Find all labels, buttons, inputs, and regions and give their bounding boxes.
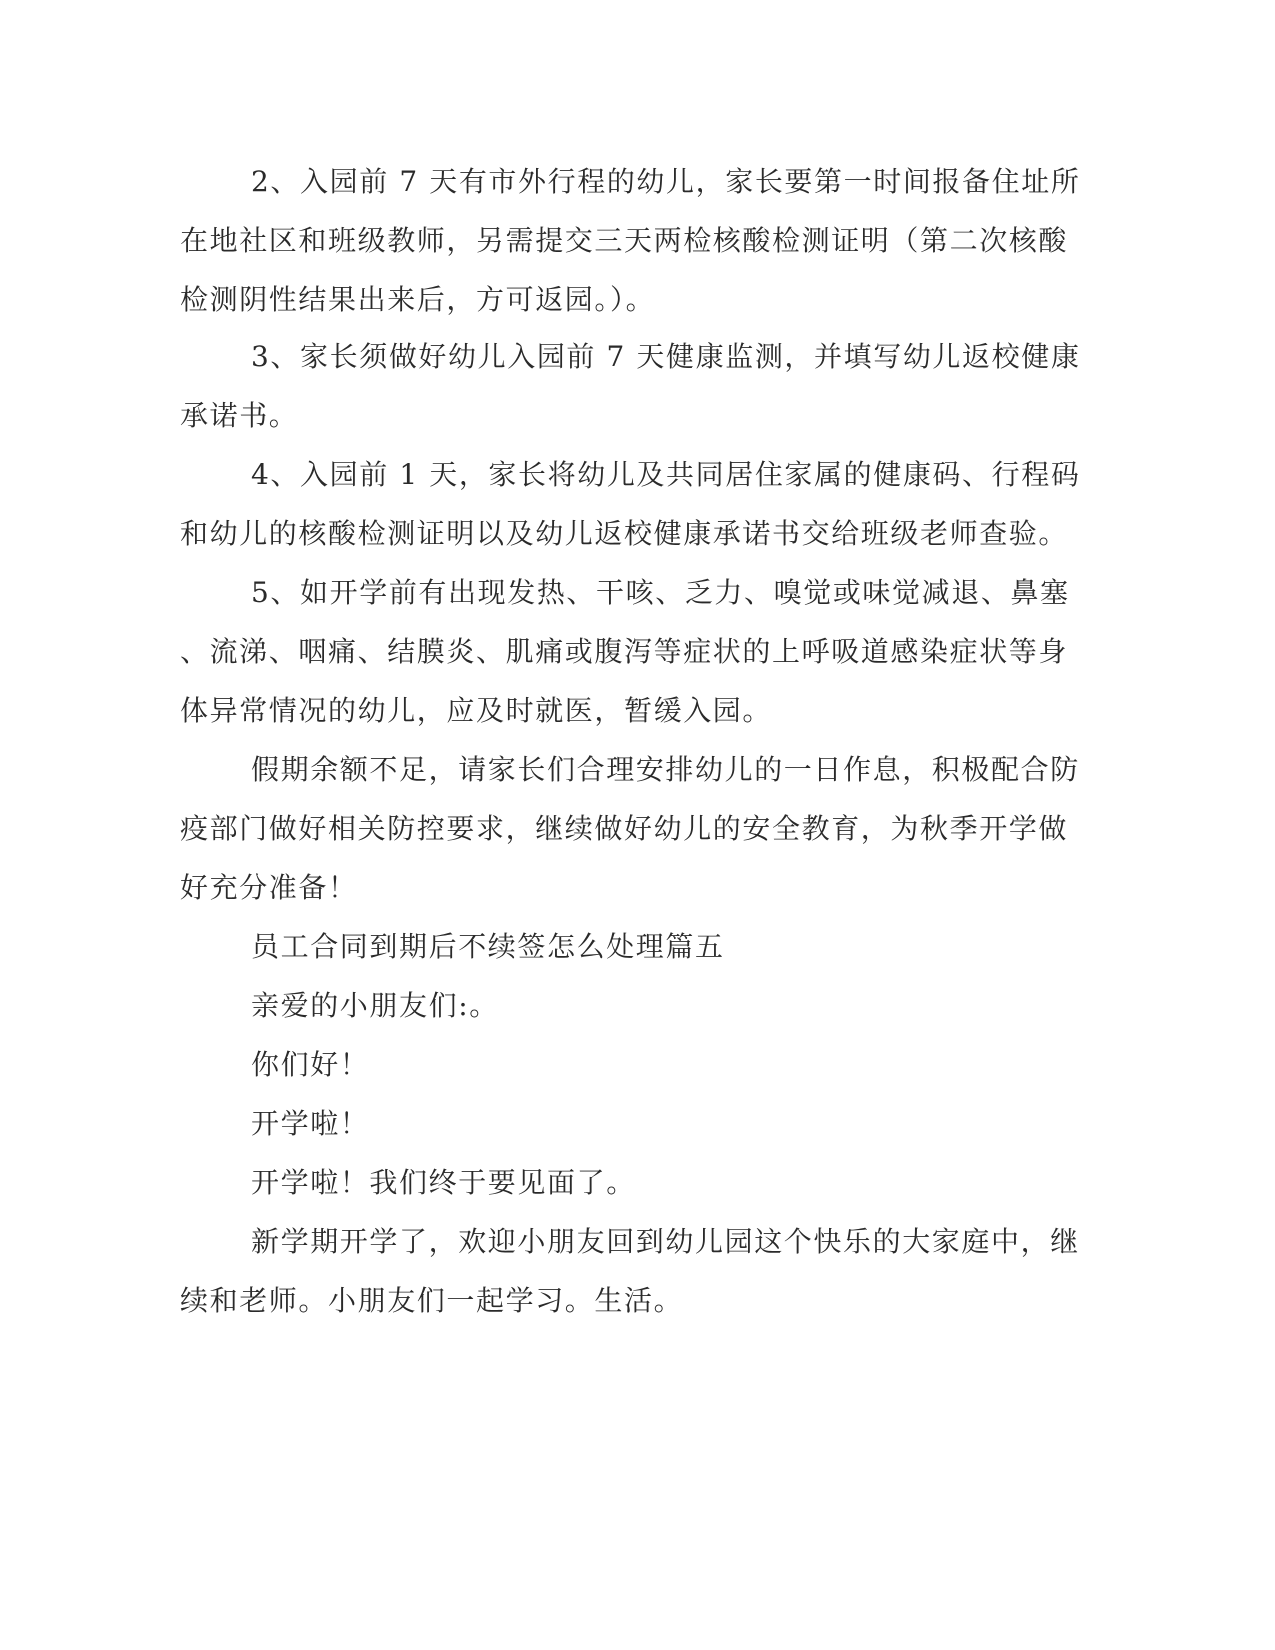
paragraph-line: 疫部门做好相关防控要求，继续做好幼儿的安全教育，为秋季开学做 <box>180 812 1069 845</box>
paragraph-line: 和幼儿的核酸检测证明以及幼儿返校健康承诺书交给班级老师查验。 <box>180 517 1069 550</box>
greeting-line: 亲爱的小朋友们:。 <box>251 989 499 1022</box>
paragraph-line: 你们好！ <box>251 1048 370 1081</box>
paragraph-line: 检测阴性结果出来后，方可返园。）。 <box>180 283 656 316</box>
paragraph-line: 在地社区和班级教师，另需提交三天两检核酸检测证明（第二次核酸 <box>180 224 1069 257</box>
paragraph-line: 开学啦！ <box>251 1107 370 1140</box>
paragraph-line: 4、入园前 1 天，家长将幼儿及共同居住家属的健康码、行程码 <box>251 458 1081 491</box>
paragraph-line: 2、入园前 7 天有市外行程的幼儿，家长要第一时间报备住址所 <box>251 165 1081 198</box>
paragraph-line: 3、家长须做好幼儿入园前 7 天健康监测，并填写幼儿返校健康 <box>251 340 1081 373</box>
paragraph-line: 5、如开学前有出现发热、干咳、乏力、嗅觉或味觉减退、鼻塞 <box>251 576 1070 609</box>
paragraph-line: 新学期开学了，欢迎小朋友回到幼儿园这个快乐的大家庭中，继 <box>251 1225 1080 1258</box>
paragraph-line: 开学啦！我们终于要见面了。 <box>251 1166 636 1199</box>
section-heading: 员工合同到期后不续签怎么处理篇五 <box>251 930 725 963</box>
paragraph-line: 假期余额不足，请家长们合理安排幼儿的一日作息，积极配合防 <box>251 753 1080 786</box>
paragraph-line: 、流涕、咽痛、结膜炎、肌痛或腹泻等症状的上呼吸道感染症状等身 <box>180 635 1069 668</box>
paragraph-line: 续和老师。小朋友们一起学习。生活。 <box>180 1284 684 1317</box>
paragraph-line: 承诺书。 <box>180 399 299 432</box>
paragraph-line: 体异常情况的幼儿，应及时就医，暂缓入园。 <box>180 694 773 727</box>
paragraph-line: 好充分准备！ <box>180 871 358 904</box>
